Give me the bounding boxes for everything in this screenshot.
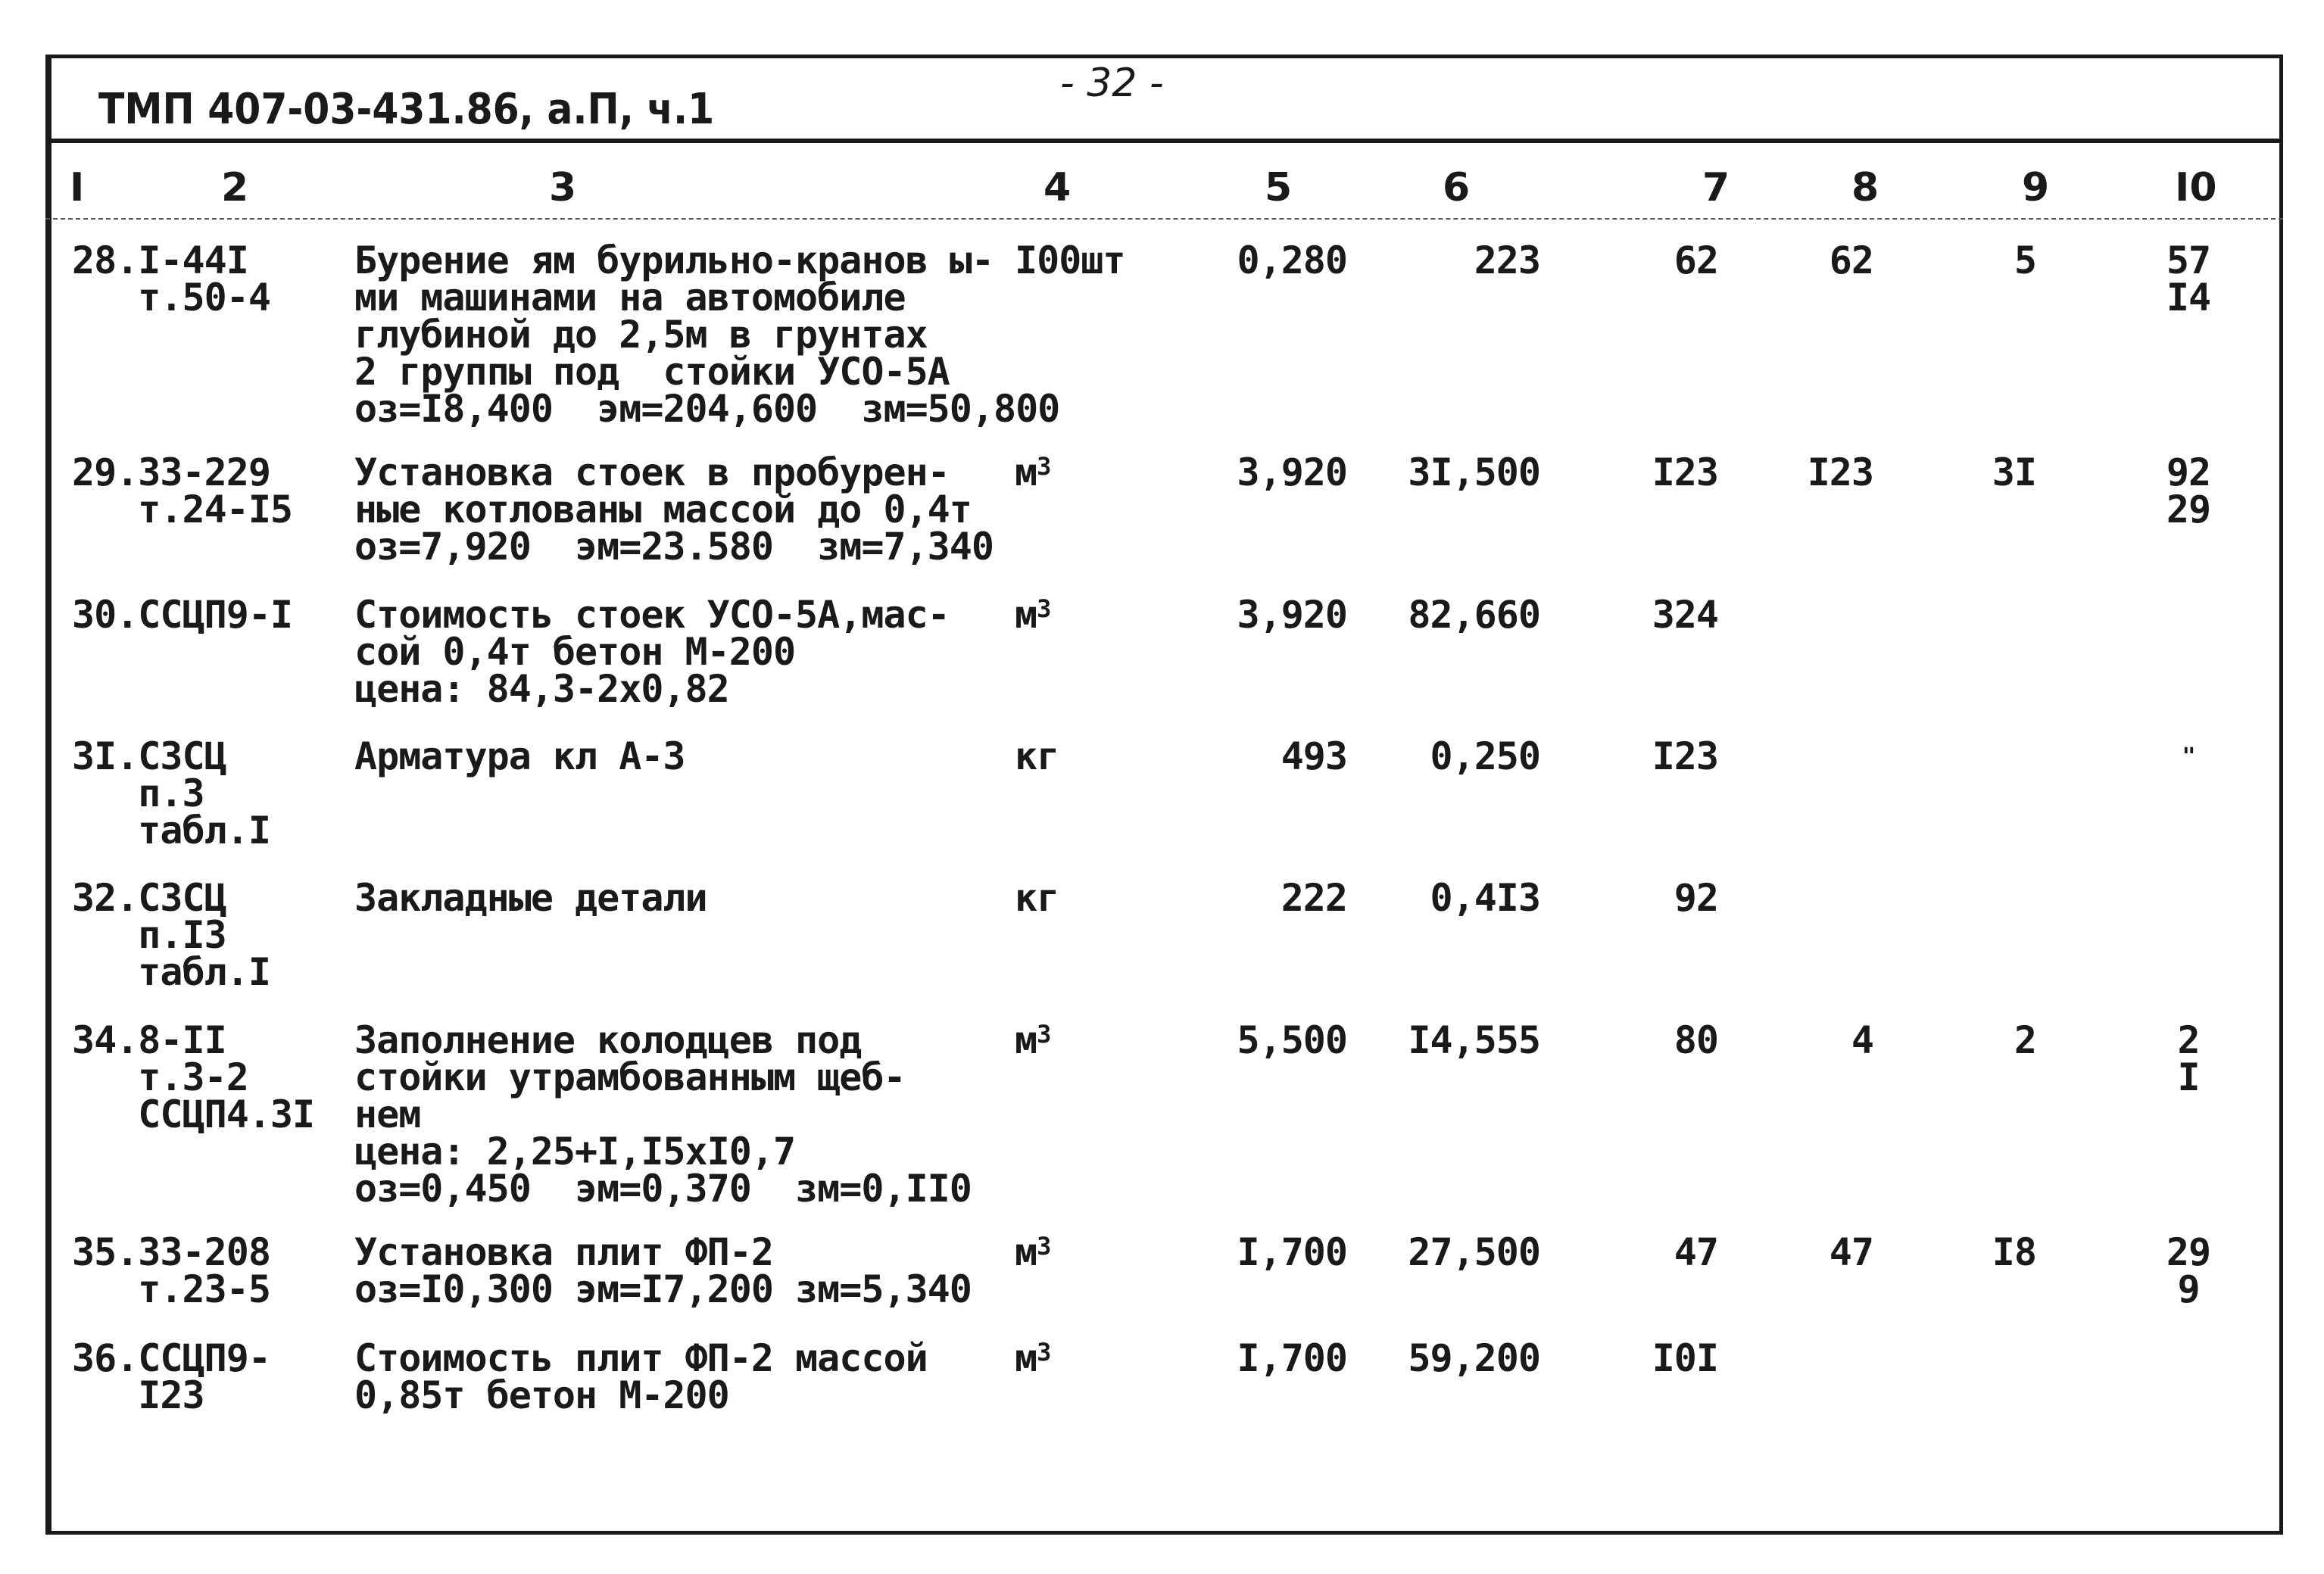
row-unit: кг [1015, 876, 1059, 920]
header-divider [45, 139, 2283, 143]
row-col7: 324 [1652, 593, 1718, 637]
row-code: 32.СЗСЦ п.I3 табл.I [72, 876, 270, 994]
column-number-3: 3 [549, 165, 577, 210]
column-number-4: 4 [1043, 165, 1072, 210]
row-col10: 57 I4 [2166, 238, 2211, 319]
row-code: 28.I-44I т.50-4 [72, 238, 270, 319]
row-quantity: 3,920 [1237, 450, 1347, 494]
row-code: 3I.СЗСЦ п.3 табл.I [72, 734, 270, 852]
row-col7: I0I [1652, 1336, 1718, 1380]
page-number: - 32 - [1060, 61, 1164, 106]
row-unit: $м^3$ [1015, 593, 1051, 637]
row-description: Закладные детали [354, 876, 707, 920]
row-code: 35.33-208 т.23-5 [72, 1230, 270, 1311]
column-number-7: 7 [1702, 165, 1730, 210]
column-number-6: 6 [1443, 165, 1471, 210]
row-quantity: 222 [1281, 876, 1347, 920]
row-unit: $м^3$ [1015, 1336, 1051, 1380]
row-col8: 47 [1829, 1230, 1873, 1274]
row-col10: 2 I [2177, 1018, 2200, 1099]
row-quantity: I,700 [1237, 1230, 1347, 1274]
row-unit: $м^3$ [1015, 1230, 1051, 1274]
row-col8: I23 [1807, 450, 1873, 494]
row-description: Установка плит ФП-2 оз=I0,300 эм=I7,200 зм=5,340 [354, 1230, 972, 1311]
row-quantity: 5,500 [1237, 1018, 1347, 1062]
column-number-8: 8 [1851, 165, 1879, 210]
row-description: Установка стоек в пробурен- ные котлованы массой до 0,4т оз=7,920 эм=23.580 зм=7,340 [354, 450, 994, 569]
row-col9: 2 [2014, 1018, 2036, 1062]
row-unit: кг [1015, 734, 1059, 778]
row-description: Бурение ям бурильно-кранов ы- ми машинами на автомобиле глубиной до 2,5м в грунтах 2 группы под стойки УСО-5А оз=I8,400 эм=204,600 зм=50,800 [354, 238, 1060, 431]
row-quantity: I,700 [1237, 1336, 1347, 1380]
row-col10: 92 29 [2166, 450, 2211, 531]
row-quantity: 3,920 [1237, 593, 1347, 637]
row-price: 3I,500 [1408, 450, 1540, 494]
row-description: Арматура кл А-3 [354, 734, 685, 778]
row-col9: I8 [1992, 1230, 2036, 1274]
column-number-5: 5 [1265, 165, 1293, 210]
row-col7: I23 [1652, 450, 1718, 494]
row-col7: 92 [1674, 876, 1718, 920]
row-description: Стоимость плит ФП-2 массой 0,85т бетон М-200 [354, 1336, 928, 1417]
row-code: 30.ССЦП9-I [72, 593, 293, 637]
column-numbers-divider [45, 218, 2283, 220]
row-price: 223 [1474, 238, 1540, 282]
row-col9: 5 [2014, 238, 2036, 282]
row-price: 82,660 [1408, 593, 1540, 637]
row-col10: 29 9 [2166, 1230, 2211, 1311]
row-col7: 80 [1674, 1018, 1718, 1062]
row-code: 29.33-229 т.24-I5 [72, 450, 293, 531]
row-col8: 62 [1829, 238, 1873, 282]
column-number-10: I0 [2175, 165, 2217, 210]
row-price: 27,500 [1408, 1230, 1540, 1274]
row-col7: 47 [1674, 1230, 1718, 1274]
row-quantity: 493 [1281, 734, 1347, 778]
row-col10: " [2182, 743, 2195, 770]
row-unit: $м^3$ [1015, 1018, 1051, 1062]
row-col7: I23 [1652, 734, 1718, 778]
document-code: ТМП 407-03-431.86, а.П, ч.1 [98, 85, 715, 134]
row-unit: I00шт [1015, 238, 1125, 282]
row-col7: 62 [1674, 238, 1718, 282]
row-price: 0,4I3 [1430, 876, 1540, 920]
row-price: 59,200 [1408, 1336, 1540, 1380]
row-col9: 3I [1992, 450, 2036, 494]
row-description: Заполнение колодцев под стойки утрамбованным щеб- нем цена: 2,25+I,I5хI0,7 оз=0,450 эм=0,370 зм=0,II0 [354, 1018, 972, 1211]
row-price: I4,555 [1408, 1018, 1540, 1062]
row-unit: $м^3$ [1015, 450, 1051, 494]
row-col8: 4 [1851, 1018, 1873, 1062]
row-price: 0,250 [1430, 734, 1540, 778]
row-description: Стоимость стоек УСО-5А,мас- сой 0,4т бетон М-200 цена: 84,3-2х0,82 [354, 593, 950, 711]
row-code: 34.8-II т.3-2 ССЦП4.3I [72, 1018, 315, 1136]
row-quantity: 0,280 [1237, 238, 1347, 282]
column-number-2: 2 [221, 165, 249, 210]
row-code: 36.ССЦП9- I23 [72, 1336, 270, 1417]
column-number-1: I [70, 165, 85, 210]
column-number-9: 9 [2022, 165, 2050, 210]
